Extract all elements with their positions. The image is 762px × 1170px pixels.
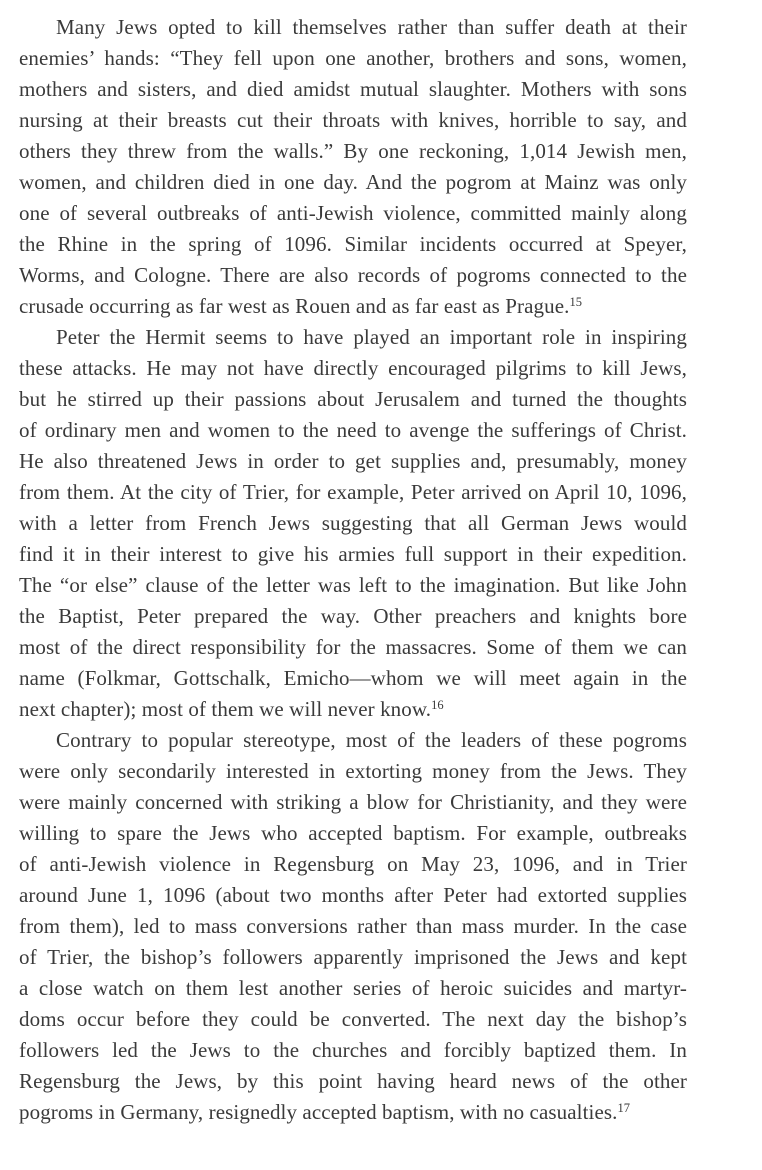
text-line — [19, 291, 687, 322]
text-line: Contrary to popular stereotype, most of the leaders of these pogroms — [56, 728, 687, 752]
text-line: one of several outbreaks of anti-Jewish violence, committed mainly along — [19, 201, 687, 225]
text-line: nursing at their breasts cut their throats with knives, horrible to say, and — [19, 108, 687, 132]
text-line: of ordinary men and women to the need to avenge the sufferings of Christ. — [19, 418, 687, 442]
text-line: find it in their interest to give his armies full support in their expedition. — [19, 542, 687, 566]
text-line: a close watch on them lest another series of heroic suicides and martyr- — [19, 976, 687, 1000]
text-line: these attacks. He may not have directly encouraged pilgrims to kill Jews, — [19, 356, 687, 380]
text-line: around June 1, 1096 (about two months after Peter had extorted supplies — [19, 883, 687, 907]
text-line: with a letter from French Jews suggesting that all German Jews would — [19, 511, 687, 535]
text-line: Worms, and Cologne. There are also records of pogroms connected to the — [19, 263, 687, 287]
text-line: of Trier, the bishop’s followers apparently imprisoned the Jews and kept — [19, 945, 687, 969]
footnote-reference-17: 17 — [617, 1101, 631, 1115]
paragraph-3 — [19, 725, 687, 1128]
text-line: from them. At the city of Trier, for example, Peter arrived on April 10, 1096, — [19, 480, 687, 504]
text-line: enemies’ hands: “They fell upon one another, brothers and sons, women, — [19, 46, 687, 70]
text-line: Many Jews opted to kill themselves rather than suffer death at their — [56, 15, 687, 39]
text-line: mothers and sisters, and died amidst mutual slaughter. Mothers with sons — [19, 77, 687, 101]
text-line: name (Folkmar, Gottschalk, Emicho—whom we will meet again in the — [19, 666, 687, 690]
text-line: of anti-Jewish violence in Regensburg on May 23, 1096, and in Trier — [19, 852, 687, 876]
text-line: willing to spare the Jews who accepted baptism. For example, outbreaks — [19, 821, 687, 845]
text-line: the Baptist, Peter prepared the way. Other preachers and knights bore — [19, 604, 687, 628]
text-line: women, and children died in one day. And the pogrom at Mainz was only — [19, 170, 687, 194]
footnote-reference-16: 16 — [431, 698, 444, 712]
text-line: He also threatened Jews in order to get supplies and, presumably, money — [19, 449, 687, 473]
text-line: were only secondarily interested in extorting money from the Jews. They — [19, 759, 687, 783]
footnote-reference-15: 15 — [569, 295, 583, 309]
text-line: others they threw from the walls.” By one reckoning, 1,014 Jewish men, — [19, 139, 687, 163]
text-line: Regensburg the Jews, by this point having heard news of the other — [19, 1069, 687, 1093]
text-line-text: next chapter); most of them we will never know. — [19, 697, 432, 721]
text-line: the Rhine in the spring of 1096. Similar incidents occurred at Speyer, — [19, 232, 687, 256]
paragraph-1 — [19, 12, 687, 322]
text-line-text: crusade occurring as far west as Rouen and as far east as Prague. — [19, 294, 570, 318]
paragraph-2 — [19, 322, 687, 725]
text-line: doms occur before they could be converted. The next day the bishop’s — [19, 1007, 687, 1031]
text-line: The “or else” clause of the letter was left to the imagination. But like John — [19, 573, 687, 597]
text-line — [19, 694, 687, 725]
text-line: but he stirred up their passions about Jerusalem and turned the thoughts — [19, 387, 687, 411]
text-line-text: pogroms in Germany, resignedly accepted baptism, with no casualties. — [19, 1100, 618, 1124]
text-line — [19, 1097, 687, 1128]
text-line: followers led the Jews to the churches and forcibly baptized them. In — [19, 1038, 687, 1062]
text-line: most of the direct responsibility for the massacres. Some of them we can — [19, 635, 687, 659]
text-line: from them), led to mass conversions rather than mass murder. In the case — [19, 914, 687, 938]
text-line: were mainly concerned with striking a blow for Christianity, and they were — [19, 790, 687, 814]
text-line: Peter the Hermit seems to have played an important role in inspiring — [56, 325, 687, 349]
